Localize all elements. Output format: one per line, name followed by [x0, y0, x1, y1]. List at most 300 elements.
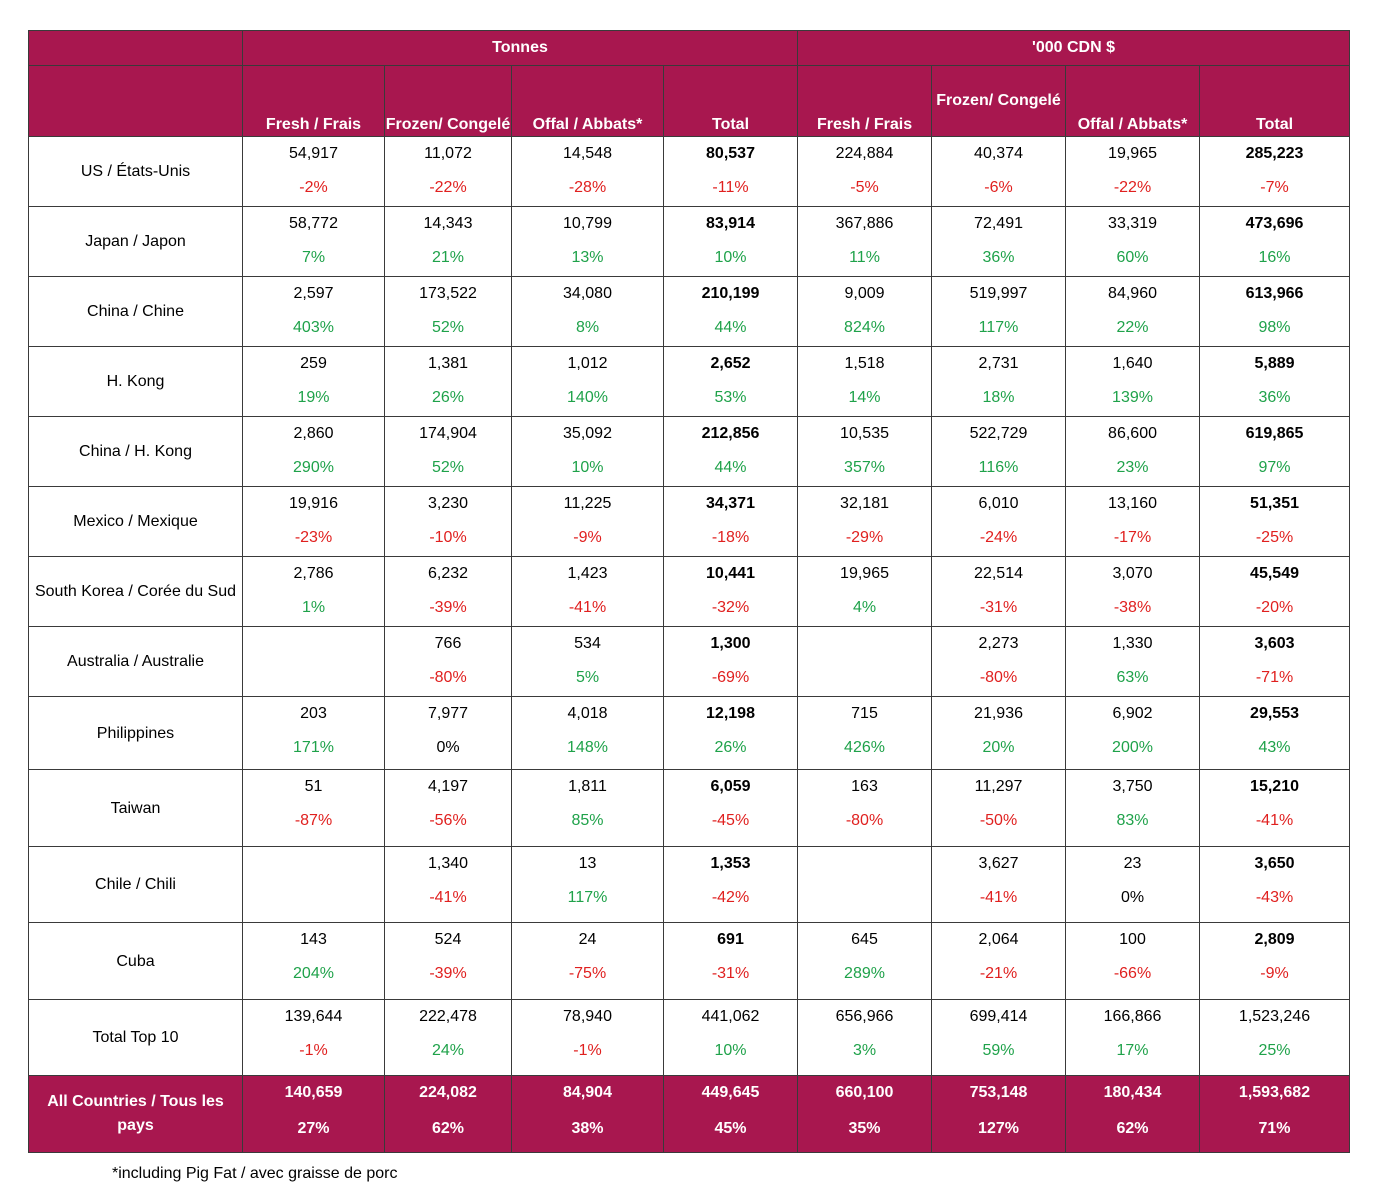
column-header-offal-cdn: Offal / Abbats* [1066, 66, 1200, 137]
value: 660,100 [835, 1084, 894, 1101]
column-header-fresh-tonnes: Fresh / Frais [243, 66, 385, 137]
data-cell [932, 1000, 1066, 1076]
value: 29,553 [1250, 705, 1299, 722]
data-cell [1066, 847, 1200, 923]
data-cell [798, 347, 932, 417]
percent-change: -45% [711, 812, 750, 829]
percent-change: -80% [429, 669, 467, 686]
percent-change: 53% [714, 389, 747, 406]
data-cell [385, 557, 512, 627]
value: 1,300 [710, 635, 751, 652]
value: 2,597 [293, 285, 334, 302]
value: 522,729 [969, 425, 1028, 442]
value: 367,886 [835, 215, 894, 232]
value: 100 [1119, 931, 1146, 948]
data-cell [1200, 487, 1350, 557]
percent-change: 26% [431, 389, 465, 406]
value: 1,640 [1112, 355, 1153, 372]
value: 35,092 [563, 425, 612, 442]
data-cell [385, 347, 512, 417]
percent-change: 204% [293, 965, 334, 982]
percent-change: -31% [979, 599, 1018, 616]
data-cell [243, 847, 385, 923]
value: 1,381 [427, 355, 469, 372]
percent-change: 4% [852, 599, 877, 616]
data-cell [1200, 1000, 1350, 1076]
value: 180,434 [1103, 1084, 1162, 1101]
data-cell [385, 847, 512, 923]
data-cell [798, 417, 932, 487]
data-cell [1066, 417, 1200, 487]
data-cell [664, 137, 798, 207]
data-cell [664, 770, 798, 847]
percent-change: -71% [1255, 669, 1294, 686]
percent-change: 117% [978, 319, 1019, 336]
percent-change: 62% [1116, 1120, 1149, 1137]
percent-change: -39% [429, 965, 467, 982]
data-cell [664, 417, 798, 487]
percent-change: 403% [293, 319, 334, 336]
data-cell [512, 697, 664, 770]
value: 699,414 [969, 1008, 1028, 1025]
value: 203 [300, 705, 327, 722]
data-cell [1066, 347, 1200, 417]
data-cell [1200, 847, 1350, 923]
percent-change: -32% [711, 599, 750, 616]
value: 519,997 [969, 285, 1028, 302]
value: 1,523,246 [1238, 1008, 1311, 1025]
data-cell [798, 1000, 932, 1076]
percent-change: 24% [431, 1042, 465, 1059]
table-row [29, 1000, 1350, 1076]
percent-change: 289% [844, 965, 885, 982]
value: 19,965 [1108, 145, 1157, 162]
percent-change: -6% [984, 179, 1013, 196]
percent-change: -41% [568, 599, 607, 616]
value: 86,600 [1108, 425, 1157, 442]
value: 6,059 [710, 778, 751, 795]
percent-change: -10% [429, 529, 467, 546]
country-cell: China / H. Kong [29, 417, 243, 487]
percent-change: 63% [1116, 669, 1149, 686]
value: 2,652 [710, 355, 751, 372]
percent-change: -28% [568, 179, 607, 196]
data-cell [385, 1000, 512, 1076]
data-cell [512, 557, 664, 627]
percent-change: 36% [982, 249, 1015, 266]
data-cell [932, 557, 1066, 627]
data-cell [1066, 1000, 1200, 1076]
percent-change: -18% [711, 529, 750, 546]
data-cell [932, 347, 1066, 417]
percent-change: -24% [979, 529, 1018, 546]
column-header-fresh-cdn: Fresh / Frais [798, 66, 932, 137]
country-cell: Cuba [29, 923, 243, 1000]
value: 23 [1123, 855, 1142, 872]
data-cell [798, 277, 932, 347]
data-cell [664, 277, 798, 347]
data-cell [385, 487, 512, 557]
data-cell [1200, 137, 1350, 207]
data-cell [512, 847, 664, 923]
value: 4,018 [567, 705, 608, 722]
data-cell [664, 923, 798, 1000]
value: 449,645 [701, 1084, 760, 1101]
data-cell [798, 923, 932, 1000]
percent-change: -9% [1260, 965, 1289, 982]
value: 715 [851, 705, 878, 722]
value: 2,064 [978, 931, 1019, 948]
data-cell [512, 277, 664, 347]
group-header-tonnes: Tonnes [243, 31, 798, 66]
value: 1,423 [567, 565, 608, 582]
data-cell [512, 770, 664, 847]
value: 5,889 [1254, 355, 1295, 372]
value: 1,811 [568, 778, 607, 795]
country-cell: US / États-Unis [29, 137, 243, 207]
percent-change: 824% [844, 319, 885, 336]
value: 163 [851, 778, 878, 795]
percent-change: -41% [1255, 812, 1294, 829]
percent-change: 10% [571, 459, 604, 476]
value: 3,650 [1254, 855, 1295, 872]
data-cell [932, 487, 1066, 557]
value: 224,884 [835, 145, 894, 162]
value: 13,160 [1108, 495, 1157, 512]
value: 10,535 [840, 425, 889, 442]
percent-change: 22% [1116, 319, 1149, 336]
percent-change: -22% [1113, 179, 1152, 196]
country-cell: Total Top 10 [29, 1000, 243, 1076]
column-header-total-cdn: Total [1200, 66, 1350, 137]
value: 524 [434, 931, 462, 948]
value: 224,082 [419, 1084, 477, 1101]
percent-change: 357% [844, 459, 885, 476]
value: 3,750 [1112, 778, 1153, 795]
corner-cell [29, 66, 243, 137]
data-cell [1066, 923, 1200, 1000]
value: 441,062 [701, 1008, 760, 1025]
value: 753,148 [969, 1084, 1028, 1101]
data-cell [1200, 207, 1350, 277]
table-row [29, 847, 1350, 923]
percent-change: 71% [1258, 1120, 1291, 1137]
value: 613,966 [1245, 285, 1304, 302]
value: 19,916 [289, 495, 338, 512]
percent-change: 14% [848, 389, 881, 406]
data-cell [932, 923, 1066, 1000]
value: 1,593,682 [1238, 1084, 1311, 1101]
value: 40,374 [974, 145, 1023, 162]
data-cell [798, 697, 932, 770]
percent-change: 44% [714, 459, 747, 476]
value: 9,009 [844, 285, 885, 302]
data-cell [932, 417, 1066, 487]
data-cell [243, 347, 385, 417]
percent-change: 13% [571, 249, 604, 266]
value: 72,491 [974, 215, 1023, 232]
country-cell: Taiwan [29, 770, 243, 847]
percent-change: 10% [714, 1042, 747, 1059]
percent-change: -38% [1113, 599, 1152, 616]
value: 656,966 [835, 1008, 894, 1025]
percent-change: -21% [979, 965, 1018, 982]
data-cell [243, 1076, 385, 1153]
percent-change: 23% [1116, 459, 1149, 476]
percent-change: 127% [978, 1120, 1019, 1137]
value: 143 [300, 931, 327, 948]
percent-change: 10% [714, 249, 747, 266]
country-cell: Japan / Japon [29, 207, 243, 277]
percent-change: -17% [1113, 529, 1152, 546]
data-cell [664, 697, 798, 770]
value: 534 [574, 635, 601, 652]
data-cell [798, 137, 932, 207]
table-row [29, 487, 1350, 557]
percent-change: -41% [979, 889, 1018, 906]
value: 1,012 [567, 355, 608, 372]
percent-change: -39% [429, 599, 467, 616]
column-header-frozen-tonnes: Frozen/ Congelé [385, 66, 512, 137]
value: 6,232 [427, 565, 469, 582]
percent-change: 140% [567, 389, 608, 406]
percent-change: 426% [844, 739, 885, 756]
value: 140,659 [284, 1084, 343, 1101]
data-cell [932, 207, 1066, 277]
percent-change: 290% [293, 459, 334, 476]
table-row [29, 923, 1350, 1000]
data-cell [1066, 137, 1200, 207]
corner-cell [29, 31, 243, 66]
value: 34,371 [706, 495, 755, 512]
data-cell [798, 847, 932, 923]
column-header-total-tonnes: Total [664, 66, 798, 137]
data-cell [1066, 487, 1200, 557]
percent-change: 36% [1258, 389, 1291, 406]
value: 14,548 [563, 145, 612, 162]
percent-change: -66% [1113, 965, 1152, 982]
data-cell [1066, 557, 1200, 627]
value: 21,936 [974, 705, 1023, 722]
percent-change [798, 668, 931, 688]
percent-change: 19% [297, 389, 330, 406]
footnote: *including Pig Fat / avec graisse de porc [112, 1165, 398, 1182]
percent-change: -42% [711, 889, 750, 906]
value: 10,799 [563, 215, 612, 232]
data-cell [1066, 277, 1200, 347]
percent-change: 1% [301, 599, 326, 616]
data-cell [385, 207, 512, 277]
data-cell [932, 770, 1066, 847]
value: 78,940 [563, 1008, 612, 1025]
value: 11,225 [563, 495, 612, 512]
data-cell [243, 487, 385, 557]
percent-change: 35% [848, 1120, 881, 1137]
data-cell [512, 923, 664, 1000]
percent-change: 3% [852, 1042, 877, 1059]
percent-change [798, 888, 931, 908]
percent-change: -87% [294, 812, 333, 829]
table-row [29, 627, 1350, 697]
data-cell [243, 923, 385, 1000]
value: 15,210 [1250, 778, 1299, 795]
table-row [29, 347, 1350, 417]
percent-change: 21% [431, 249, 465, 266]
data-cell [512, 417, 664, 487]
percent-change: 27% [297, 1120, 330, 1137]
percent-change: 62% [431, 1120, 465, 1137]
table-row [29, 277, 1350, 347]
value: 12,198 [706, 705, 755, 722]
value: 4,197 [427, 778, 469, 795]
header-row-columns [29, 66, 1350, 137]
data-cell [1066, 207, 1200, 277]
data-cell [512, 627, 664, 697]
data-cell [798, 557, 932, 627]
percent-change: 200% [1112, 739, 1153, 756]
data-cell [932, 137, 1066, 207]
value: 139,644 [284, 1008, 343, 1025]
value: 2,731 [978, 355, 1019, 372]
export-table [28, 30, 1350, 1153]
data-cell [243, 770, 385, 847]
percent-change: 0% [1120, 889, 1145, 906]
value: 19,965 [840, 565, 889, 582]
data-cell [932, 277, 1066, 347]
value [798, 634, 931, 654]
data-cell [512, 347, 664, 417]
data-cell [1066, 697, 1200, 770]
country-cell: China / Chine [29, 277, 243, 347]
value: 619,865 [1245, 425, 1304, 442]
percent-change: -75% [568, 965, 607, 982]
data-cell [512, 1076, 664, 1153]
data-cell [1200, 923, 1350, 1000]
data-cell [243, 697, 385, 770]
data-cell [1200, 1076, 1350, 1153]
country-cell: All Countries / Tous les pays [29, 1076, 243, 1153]
table-row [29, 557, 1350, 627]
percent-change: 0% [436, 739, 460, 756]
data-cell [798, 770, 932, 847]
percent-change: -50% [979, 812, 1018, 829]
percent-change: -29% [845, 529, 884, 546]
value: 210,199 [701, 285, 760, 302]
value: 84,904 [563, 1084, 612, 1101]
country-cell: Chile / Chili [29, 847, 243, 923]
data-cell [1200, 770, 1350, 847]
country-cell: Philippines [29, 697, 243, 770]
table-row [29, 417, 1350, 487]
value: 1,340 [427, 855, 469, 872]
percent-change: -69% [711, 669, 750, 686]
data-cell [512, 137, 664, 207]
data-cell [664, 1000, 798, 1076]
value: 3,627 [978, 855, 1019, 872]
country-cell: South Korea / Corée du Sud [29, 557, 243, 627]
percent-change: 5% [575, 669, 600, 686]
value: 2,786 [293, 565, 334, 582]
percent-change: -41% [429, 889, 467, 906]
data-cell [385, 770, 512, 847]
table-row [29, 137, 1350, 207]
country-cell: Mexico / Mexique [29, 487, 243, 557]
data-cell [932, 1076, 1066, 1153]
value: 645 [851, 931, 878, 948]
data-cell [664, 347, 798, 417]
percent-change: -80% [979, 669, 1018, 686]
percent-change: -23% [294, 529, 333, 546]
table-row [29, 697, 1350, 770]
value: 32,181 [840, 495, 889, 512]
value: 24 [578, 931, 597, 948]
value: 45,549 [1250, 565, 1299, 582]
percent-change: -1% [299, 1042, 328, 1059]
percent-change: 98% [1258, 319, 1291, 336]
data-cell [1066, 770, 1200, 847]
percent-change: 38% [571, 1120, 604, 1137]
data-cell [243, 557, 385, 627]
data-cell [798, 627, 932, 697]
data-cell [932, 847, 1066, 923]
data-cell [1200, 557, 1350, 627]
header-row-groups [29, 31, 1350, 66]
value: 473,696 [1245, 215, 1304, 232]
percent-change: -80% [845, 812, 884, 829]
data-cell [385, 1076, 512, 1153]
percent-change [243, 888, 384, 908]
percent-change: 97% [1258, 459, 1291, 476]
percent-change: 20% [982, 739, 1015, 756]
data-cell [798, 1076, 932, 1153]
value: 11,072 [424, 145, 472, 162]
percent-change: -2% [299, 179, 328, 196]
table-row-all-countries [29, 1076, 1350, 1153]
percent-change: 26% [714, 739, 747, 756]
percent-change: 7% [301, 249, 326, 266]
value: 83,914 [706, 215, 755, 232]
percent-change: 25% [1258, 1042, 1291, 1059]
percent-change: 83% [1116, 812, 1149, 829]
data-cell [243, 207, 385, 277]
percent-change: -25% [1255, 529, 1294, 546]
data-cell [243, 277, 385, 347]
percent-change: -22% [429, 179, 467, 196]
value: 6,010 [978, 495, 1019, 512]
value: 2,860 [293, 425, 334, 442]
value: 2,809 [1254, 931, 1295, 948]
data-cell [512, 1000, 664, 1076]
value: 13 [578, 855, 597, 872]
data-cell [664, 487, 798, 557]
data-cell [385, 697, 512, 770]
value: 174,904 [419, 425, 477, 442]
percent-change: 43% [1258, 739, 1291, 756]
percent-change: 85% [571, 812, 604, 829]
data-cell [385, 417, 512, 487]
value [798, 854, 931, 874]
percent-change: -31% [711, 965, 750, 982]
data-cell [664, 557, 798, 627]
group-header-cdn: '000 CDN $ [798, 31, 1350, 66]
value: 691 [717, 931, 744, 948]
data-cell [243, 627, 385, 697]
data-cell [1066, 1076, 1200, 1153]
value: 14,343 [423, 215, 473, 232]
value: 766 [434, 635, 462, 652]
value: 166,866 [1103, 1008, 1162, 1025]
value: 1,518 [844, 355, 885, 372]
